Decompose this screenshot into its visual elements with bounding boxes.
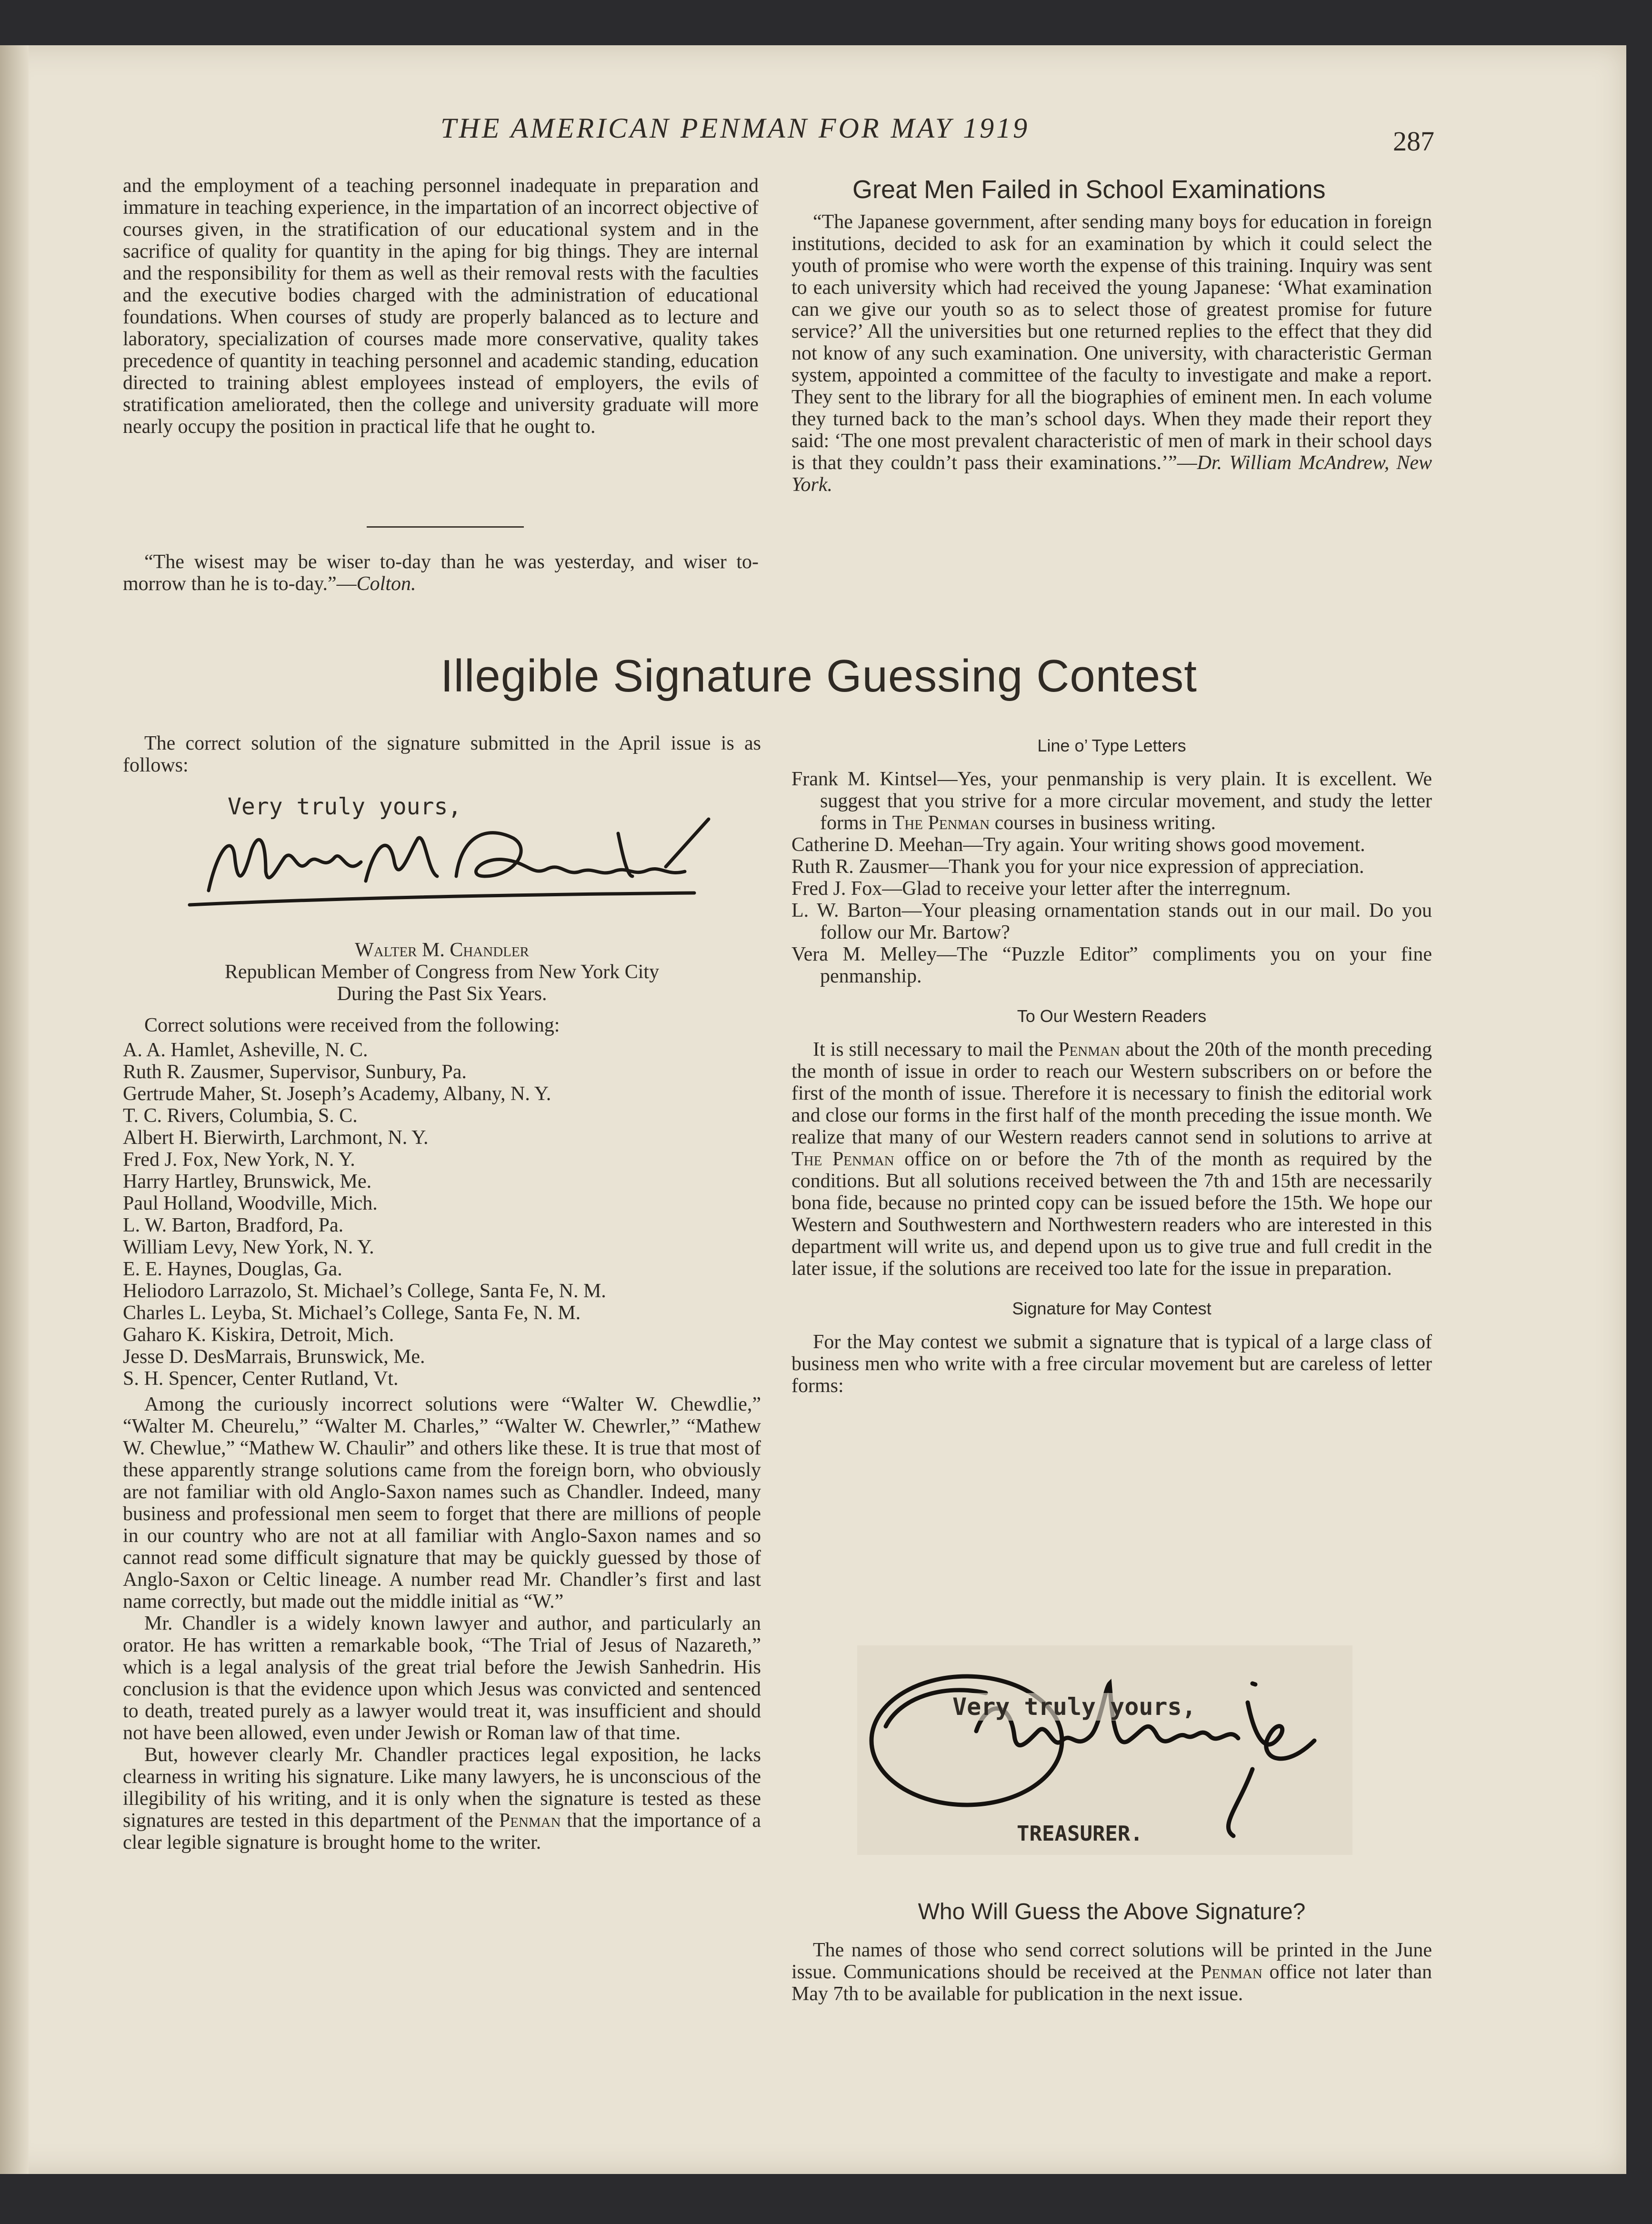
april-signature-typed: Very truly yours,	[228, 793, 462, 820]
april-signature-image	[123, 786, 761, 933]
guess-paragraph	[791, 1939, 1432, 2005]
list-item: L. W. Barton, Bradford, Pa.	[123, 1214, 344, 1236]
article-body-text: “The Japanese government, after sending many boys for education in foreign institutions, decided to ask for an examination by which it could select the youth of promise who were worth the expense of this training. Inquiry was sent to each university which had received the young Japanese: ‘What examination can we give our youth so as to select those of greatest promise for future service?’ All the universities but one returned replies to the effect that they did not know of any such examination. One university, with characteristic German system, appointed a committee of the faculty to investigate and make a report. They sent to the library for all the biographies of eminent men. In each volume they turned back to the man’s school days. When they made their report they said: ‘The one most prevalent characteristic of men of mark in their school days is that they couldn’t pass their examinations.’”—	[791, 211, 1432, 474]
april-signature-description-2: During the Past Six Years.	[337, 983, 547, 1005]
western-text: It is still necessary to mail the	[813, 1039, 1059, 1061]
april-signature-name: Walter M. Chandler	[355, 939, 529, 961]
may-contest-heading: Signature for May Contest	[1012, 1299, 1211, 1318]
letters-heading: Line o’ Type Letters	[1037, 736, 1186, 755]
left-top-article	[123, 175, 759, 438]
list-item: A. A. Hamlet, Asheville, N. C.	[123, 1039, 368, 1061]
solver-list	[123, 1039, 761, 1390]
list-item: William Levy, New York, N. Y.	[123, 1236, 374, 1258]
article-attribution: Dr. William McAndrew, New York.	[791, 452, 1432, 496]
letters-list	[791, 768, 1432, 987]
letter-item: Vera M. Melley—The “Puzzle Editor” compliments you on your fine penmanship.	[791, 943, 1432, 987]
letter-text: courses in business writing.	[990, 812, 1216, 834]
left-column	[123, 732, 761, 1853]
right-top-article	[791, 175, 1432, 496]
legibility-text-1: But, however clearly Mr. Chandler practices legal exposition, he lacks clearness in writing his signature. Like many lawyers, he is unconscious of the illegibility of his writing, and it is only when the signature is tested as these signatures are tested in this department of the	[123, 1744, 761, 1832]
page-number: 287	[1393, 126, 1434, 157]
incorrect-solutions-paragraph: Among the curiously incorrect solutions were “Walter W. Chewdlie,” “Walter M. Cheurelu,” “Walter M. Charles,” “Walter W. Chewrler,” “Mathew W. Chewlue,” “Mathew W. Chaulir” and others like these. It is true that most of these apparently strange solutions came from the foreign born, who obviously are not familiar with old Anglo-Saxon names such as Chandler. Indeed, many business and professional men seem to forget that there are millions of people in our country who are not at all familiar with Anglo-Saxon names and so cannot read some difficult signature that may be quickly guessed by those of Anglo-Saxon or Celtic lineage. A number read Mr. Chandler’s first and last name correctly, but made out the middle initial as “W.”	[123, 1393, 761, 1613]
list-item: E. E. Haynes, Douglas, Ga.	[123, 1258, 342, 1280]
solution-intro: The correct solution of the signature submitted in the April issue is as follows:	[123, 732, 761, 776]
penman-name: The Penman	[892, 812, 990, 834]
may-signature-image	[857, 1645, 1352, 1855]
western-readers-heading: To Our Western Readers	[1017, 1006, 1207, 1026]
right-column	[791, 736, 1432, 1397]
april-handwritten-signature	[151, 805, 723, 929]
letter-item: Fred J. Fox—Glad to receive your letter after the interregnum.	[791, 878, 1291, 900]
article-body	[791, 211, 1432, 496]
guess-section	[791, 1899, 1432, 2005]
list-item: Ruth R. Zausmer, Supervisor, Sunbury, Pa.	[123, 1061, 467, 1083]
section-divider	[367, 526, 524, 528]
letter-item: L. W. Barton—Your pleasing ornamentation stands out in our mail. Do you follow our Mr. Bartow?	[791, 900, 1432, 943]
page-binding-edge	[0, 45, 29, 2174]
april-signature-description-1: Republican Member of Congress from New York City	[224, 961, 660, 983]
list-item: Gaharo K. Kiskira, Detroit, Mich.	[123, 1324, 394, 1346]
letter-item	[791, 768, 1432, 834]
penman-name: Penman	[499, 1810, 561, 1832]
western-readers-paragraph	[791, 1039, 1432, 1280]
received-intro: Correct solutions were received from the following:	[144, 1014, 560, 1036]
quote-text: “The wisest may be wiser to-day than he was yesterday, and wiser to-morrow than he is to-day.”—	[123, 551, 759, 595]
penman-name: The Penman	[791, 1148, 894, 1170]
legibility-paragraph	[123, 1744, 761, 1853]
list-item: Gertrude Maher, St. Joseph’s Academy, Albany, N. Y.	[123, 1083, 551, 1105]
article-heading: Great Men Failed in School Examinations	[852, 175, 1326, 204]
western-text: office on or before the 7th of the month as required by the conditions. But all solutions received between the 7th and 15th are necessarily bona fide, because no printed copy can be issued before the 15th. We hope our Western and Southwestern and Northwestern readers who are interested in this department will write us, and depend upon us to give true and full credit in the later issue, if the solutions are received too late for the issue in preparation.	[791, 1148, 1432, 1280]
guess-heading: Who Will Guess the Above Signature?	[918, 1899, 1306, 1924]
chandler-bio-paragraph: Mr. Chandler is a widely known lawyer and author, and particularly an orator. He has written a remarkable book, “The Trial of Jesus of Nazareth,” which is a legal analysis of the great trial before the Jewish Sanhedrin. His conclusion is that the evidence upon which Jesus was convicted and sentenced to death, treated purely as a lawyer would treat it, was insufficient and should not have been allowed, even under Jewish or Roman law of that time.	[123, 1613, 761, 1744]
letter-item: Ruth R. Zausmer—Thank you for your nice expression of appreciation.	[791, 856, 1364, 878]
list-item: Jesse D. DesMarrais, Brunswick, Me.	[123, 1346, 425, 1368]
western-text: about the 20th of the month preceding the month of issue in order to reach our Western subscribers on or before the first of the month of issue. Therefore it is necessary to finish the editorial work and close our forms in the first half of the month preceding the issue month. We realize that many of our Western readers cannot send in solutions to arrive at	[791, 1039, 1432, 1148]
list-item: Fred J. Fox, New York, N. Y.	[123, 1149, 355, 1171]
list-item: T. C. Rivers, Columbia, S. C.	[123, 1105, 358, 1127]
legibility-text-2: that the importance of a clear legible signature is brought home to the writer.	[123, 1810, 761, 1853]
quote-author: Colton.	[356, 573, 416, 595]
may-signature-title: TREASURER.	[1017, 1822, 1143, 1846]
letter-item: Catherine D. Meehan—Try again. Your writing shows good movement.	[791, 834, 1365, 856]
penman-name: Penman	[1058, 1039, 1120, 1061]
list-item: Harry Hartley, Brunswick, Me.	[123, 1171, 372, 1192]
may-signature-typed: Very truly yours,	[952, 1693, 1196, 1721]
guess-text: office not later than May 7th to be available for publication in the next issue.	[791, 1961, 1432, 2005]
list-item: Albert H. Bierwirth, Larchmont, N. Y.	[123, 1127, 429, 1149]
list-item: Paul Holland, Woodville, Mich.	[123, 1192, 378, 1214]
contest-title: Illegible Signature Guessing Contest	[441, 651, 1197, 701]
colton-quote	[123, 551, 759, 595]
running-head: THE AMERICAN PENMAN FOR MAY 1919	[441, 112, 1030, 144]
list-item: Heliodoro Larrazolo, St. Michael’s College, Santa Fe, N. M.	[123, 1280, 606, 1302]
may-contest-paragraph: For the May contest we submit a signature that is typical of a large class of business men who write with a free circular movement but are careless of letter forms:	[791, 1331, 1432, 1397]
list-item: Charles L. Leyba, St. Michael’s College, Santa Fe, N. M.	[123, 1302, 581, 1324]
letter-text: Frank M. Kintsel—Yes, your penmanship is very plain. It is excellent. We suggest that you strive for a more circular movement, and study the letter forms in	[791, 768, 1432, 834]
list-item: S. H. Spencer, Center Rutland, Vt.	[123, 1368, 399, 1390]
guess-text: The names of those who send correct solutions will be printed in the June issue. Communications should be received at the	[791, 1939, 1432, 1983]
penman-name: Penman	[1201, 1961, 1262, 1983]
article-continuation-paragraph: and the employment of a teaching personnel inadequate in preparation and immature in teaching experience, in the impartation of an incorrect objective of courses given, in the stratification of our educational system and in the sacrifice of quality for quantity in the aping for big things. They are internal and the responsibility for them as well as their removal rests with the faculties and the executive bodies charged with the administration of educational foundations. When courses of study are properly balanced as to lecture and laboratory, specialization of courses made more conservative, quality takes precedence of quantity in teaching personnel and academic standing, education directed to training ablest employees instead of employers, the evils of stratification ameliorated, then the college and university graduate will more nearly occupy the position in practical life that he ought to.	[123, 175, 759, 438]
magazine-page	[0, 45, 1626, 2174]
